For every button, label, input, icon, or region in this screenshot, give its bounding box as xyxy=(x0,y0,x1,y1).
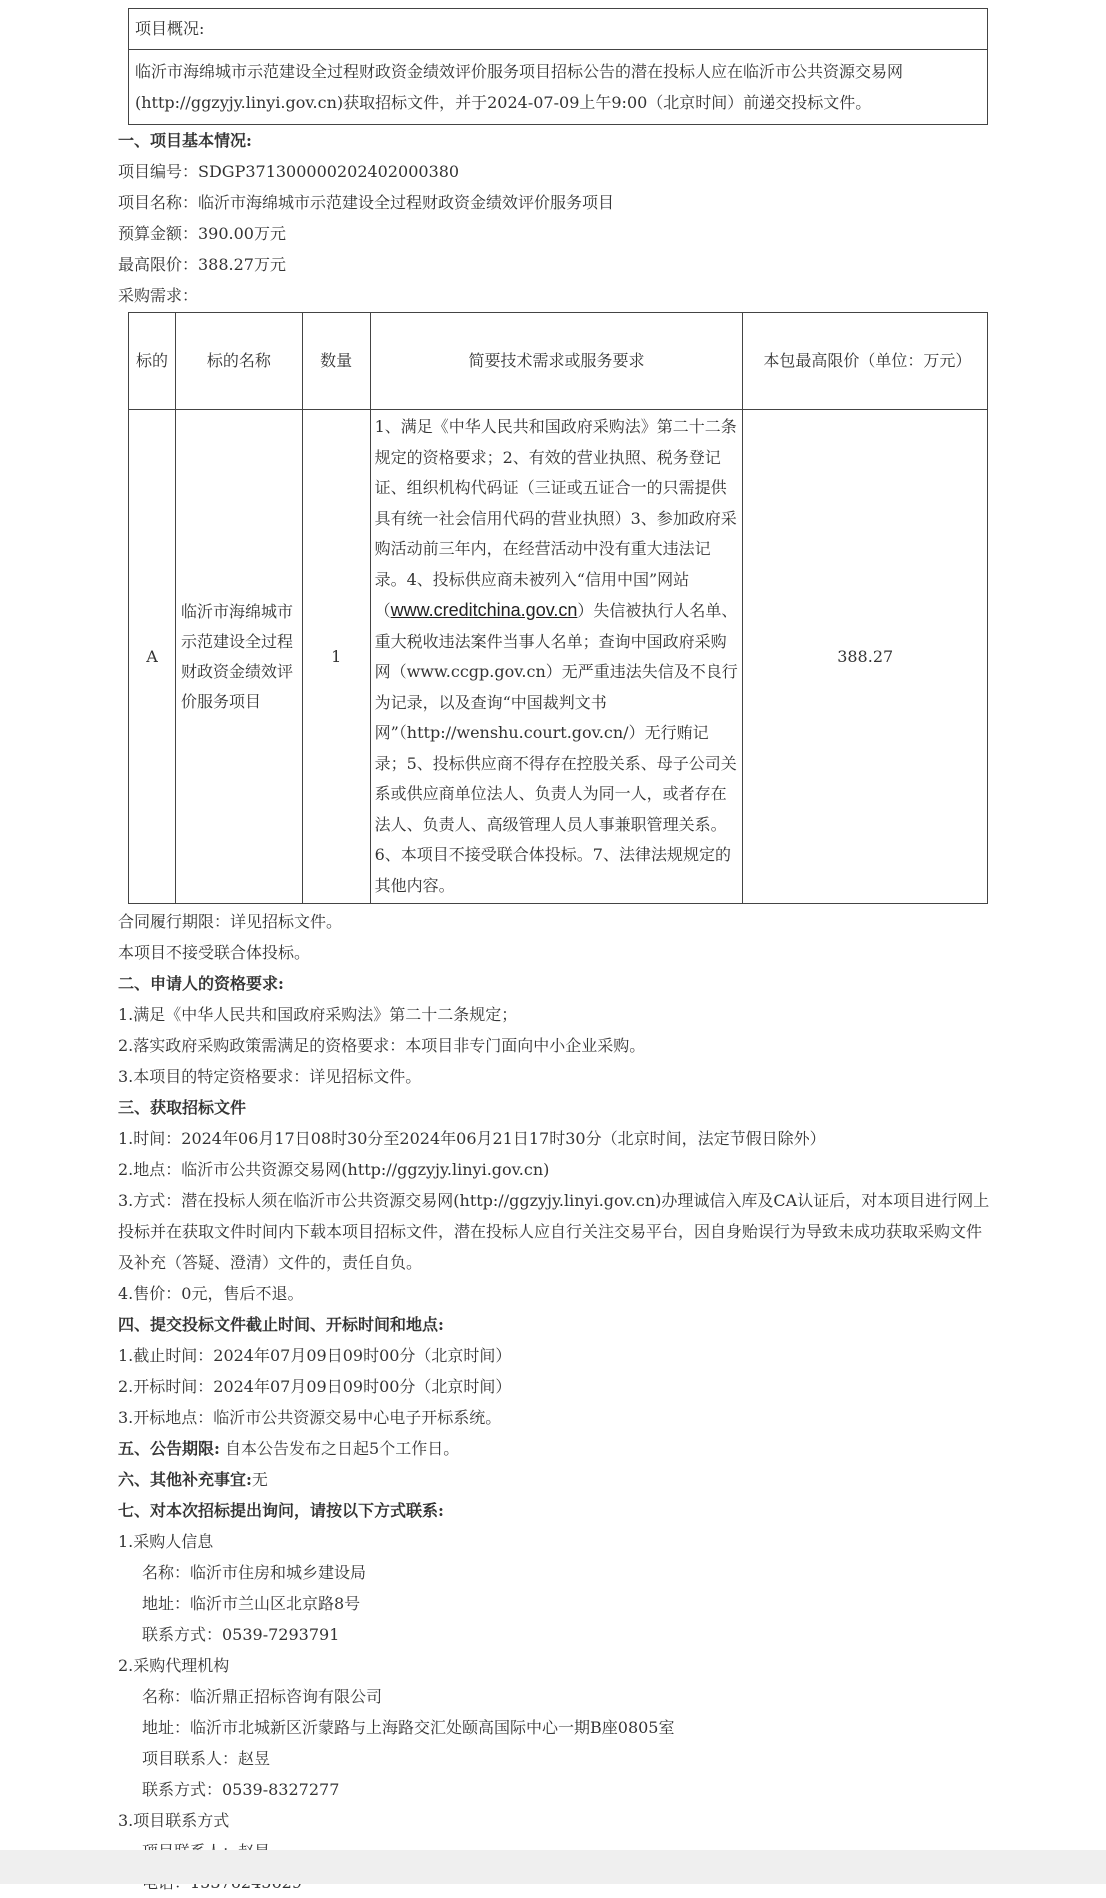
agency-address: 地址：临沂市北城新区沂蒙路与上海路交汇处颐高国际中心一期B座0805室 xyxy=(142,1718,675,1737)
section6 xyxy=(118,1464,990,1495)
announcement xyxy=(118,8,990,1898)
opening-time: 2.开标时间：2024年07月09日09时00分（北京时间） xyxy=(118,1377,512,1396)
section5-text: 自本公告发布之日起5个工作日。 xyxy=(225,1439,460,1458)
overview-box xyxy=(128,8,988,125)
procurement-demand-label: 采购需求： xyxy=(118,286,199,305)
agency-title: 2.采购代理机构 xyxy=(118,1656,230,1675)
table-row xyxy=(129,410,988,904)
section2-heading: 二、申请人的资格要求: xyxy=(118,974,284,993)
obtain-place: 2.地点：临沂市公共资源交易网(http://ggzyjy.linyi.gov.cn) xyxy=(118,1160,550,1179)
section5-heading: 五、公告期限: xyxy=(118,1439,220,1458)
purchaser-address: 地址：临沂市兰山区北京路8号 xyxy=(142,1594,361,1613)
section1-heading: 一、项目基本情况: xyxy=(118,131,252,150)
cell-quantity: 1 xyxy=(302,410,370,904)
requirements-text-1: 1、满足《中华人民共和国政府采购法》第二十二条规定的资格要求；2、有效的营业执照、税务登记证、组织机构代码证（三证或五证合一的只需提供具有统一社会信用代码的营业执照）3、参加政府采购活动前三年内，在经营活动中没有重大违法记录。4、投标供应商未被列入“信用中国”网站（ xyxy=(374,417,737,620)
header-quantity: 数量 xyxy=(302,313,370,410)
purchaser-phone: 联系方式：0539-7293791 xyxy=(142,1625,340,1644)
cell-item-name: 临沂市海绵城市示范建设全过程财政资金绩效评价服务项目 xyxy=(175,410,302,904)
agency-contact-person: 项目联系人：赵昱 xyxy=(142,1749,271,1768)
header-item-name: 标的名称 xyxy=(175,313,302,410)
agency-phone: 联系方式：0539-8327277 xyxy=(142,1780,340,1799)
requirements-text-2: ）失信被执行人名单、重大税收违法案件当事人名单；查询中国政府采购网（www.ccgp.gov.cn）无严重违法失信及不良行为记录，以及查询“中国裁判文书网”（http://wenshu.court.gov.cn/）无行贿记录；5、投标供应商不得存在控股关系、母子公司关系或供应商单位法人、负责人为同一人，或者存在法人、负责人、高级管理人员人事兼职管理关系。6、本项目不接受联合体投标。7、法律法规规定的其他内容。 xyxy=(374,601,738,895)
section3-heading: 三、获取招标文件 xyxy=(118,1098,247,1117)
deadline: 1.截止时间：2024年07月09日09时00分（北京时间） xyxy=(118,1346,512,1365)
budget: 预算金额：390.00万元 xyxy=(118,224,286,243)
section7-heading: 七、对本次招标提出询问，请按以下方式联系: xyxy=(118,1501,444,1520)
qualification-3: 3.本项目的特定资格要求：详见招标文件。 xyxy=(118,1067,422,1086)
table-header-row xyxy=(129,313,988,410)
footer-band xyxy=(0,1850,1106,1884)
project-number: 项目编号：SDGP371300000202402000380 xyxy=(118,162,460,181)
cell-max-price: 388.27 xyxy=(743,410,988,904)
section6-text: 无 xyxy=(251,1470,268,1489)
agency-name: 名称：临沂鼎正招标咨询有限公司 xyxy=(142,1687,383,1706)
section6-heading: 六、其他补充事宜: xyxy=(118,1470,252,1489)
overview-body: 临沂市海绵城市示范建设全过程财政资金绩效评价服务项目招标公告的潜在投标人应在临沂市公共资源交易网(http://ggzyjy.linyi.gov.cn)获取招标文件，并于2024-07-09上午9:00（北京时间）前递交投标文件。 xyxy=(135,62,904,112)
cell-requirements xyxy=(370,410,743,904)
qualification-1: 1.满足《中华人民共和国政府采购法》第二十二条规定； xyxy=(118,1005,518,1024)
obtain-time: 1.时间：2024年06月17日08时30分至2024年06月21日17时30分（北京时间，法定节假日除外） xyxy=(118,1129,826,1148)
purchaser-title: 1.采购人信息 xyxy=(118,1532,214,1551)
contact-title: 3.项目联系方式 xyxy=(118,1811,230,1830)
cell-item: A xyxy=(129,410,176,904)
max-price: 最高限价：388.27万元 xyxy=(118,255,286,274)
creditchina-link[interactable]: www.creditchina.gov.cn xyxy=(390,600,578,620)
purchaser-name: 名称：临沂市住房和城乡建设局 xyxy=(142,1563,367,1582)
obtain-method: 3.方式：潜在投标人须在临沂市公共资源交易网(http://ggzyjy.linyi.gov.cn)办理诚信入库及CA认证后，对本项目进行网上投标并在获取文件时间内下载本项目招标文件，潜在投标人应自行关注交易平台，因自身贻误行为导致未成功获取采购文件及补充（答疑、澄清）文件的，责任自负。 xyxy=(118,1191,990,1272)
section5 xyxy=(118,1433,990,1464)
requirements-table xyxy=(128,312,988,904)
qualification-2: 2.落实政府采购政策需满足的资格要求：本项目非专门面向中小企业采购。 xyxy=(118,1036,646,1055)
contract-period: 合同履行期限：详见招标文件。 xyxy=(118,912,343,931)
header-max-price: 本包最高限价（单位：万元） xyxy=(743,313,988,410)
header-requirements: 简要技术需求或服务要求 xyxy=(370,313,743,410)
section4-heading: 四、提交投标文件截止时间、开标时间和地点: xyxy=(118,1315,444,1334)
opening-place: 3.开标地点：临沂市公共资源交易中心电子开标系统。 xyxy=(118,1408,502,1427)
obtain-price: 4.售价：0元，售后不退。 xyxy=(118,1284,304,1303)
header-item: 标的 xyxy=(129,313,176,410)
project-name: 项目名称：临沂市海绵城市示范建设全过程财政资金绩效评价服务项目 xyxy=(118,193,615,212)
overview-title: 项目概况: xyxy=(129,9,987,50)
no-consortium: 本项目不接受联合体投标。 xyxy=(118,943,311,962)
